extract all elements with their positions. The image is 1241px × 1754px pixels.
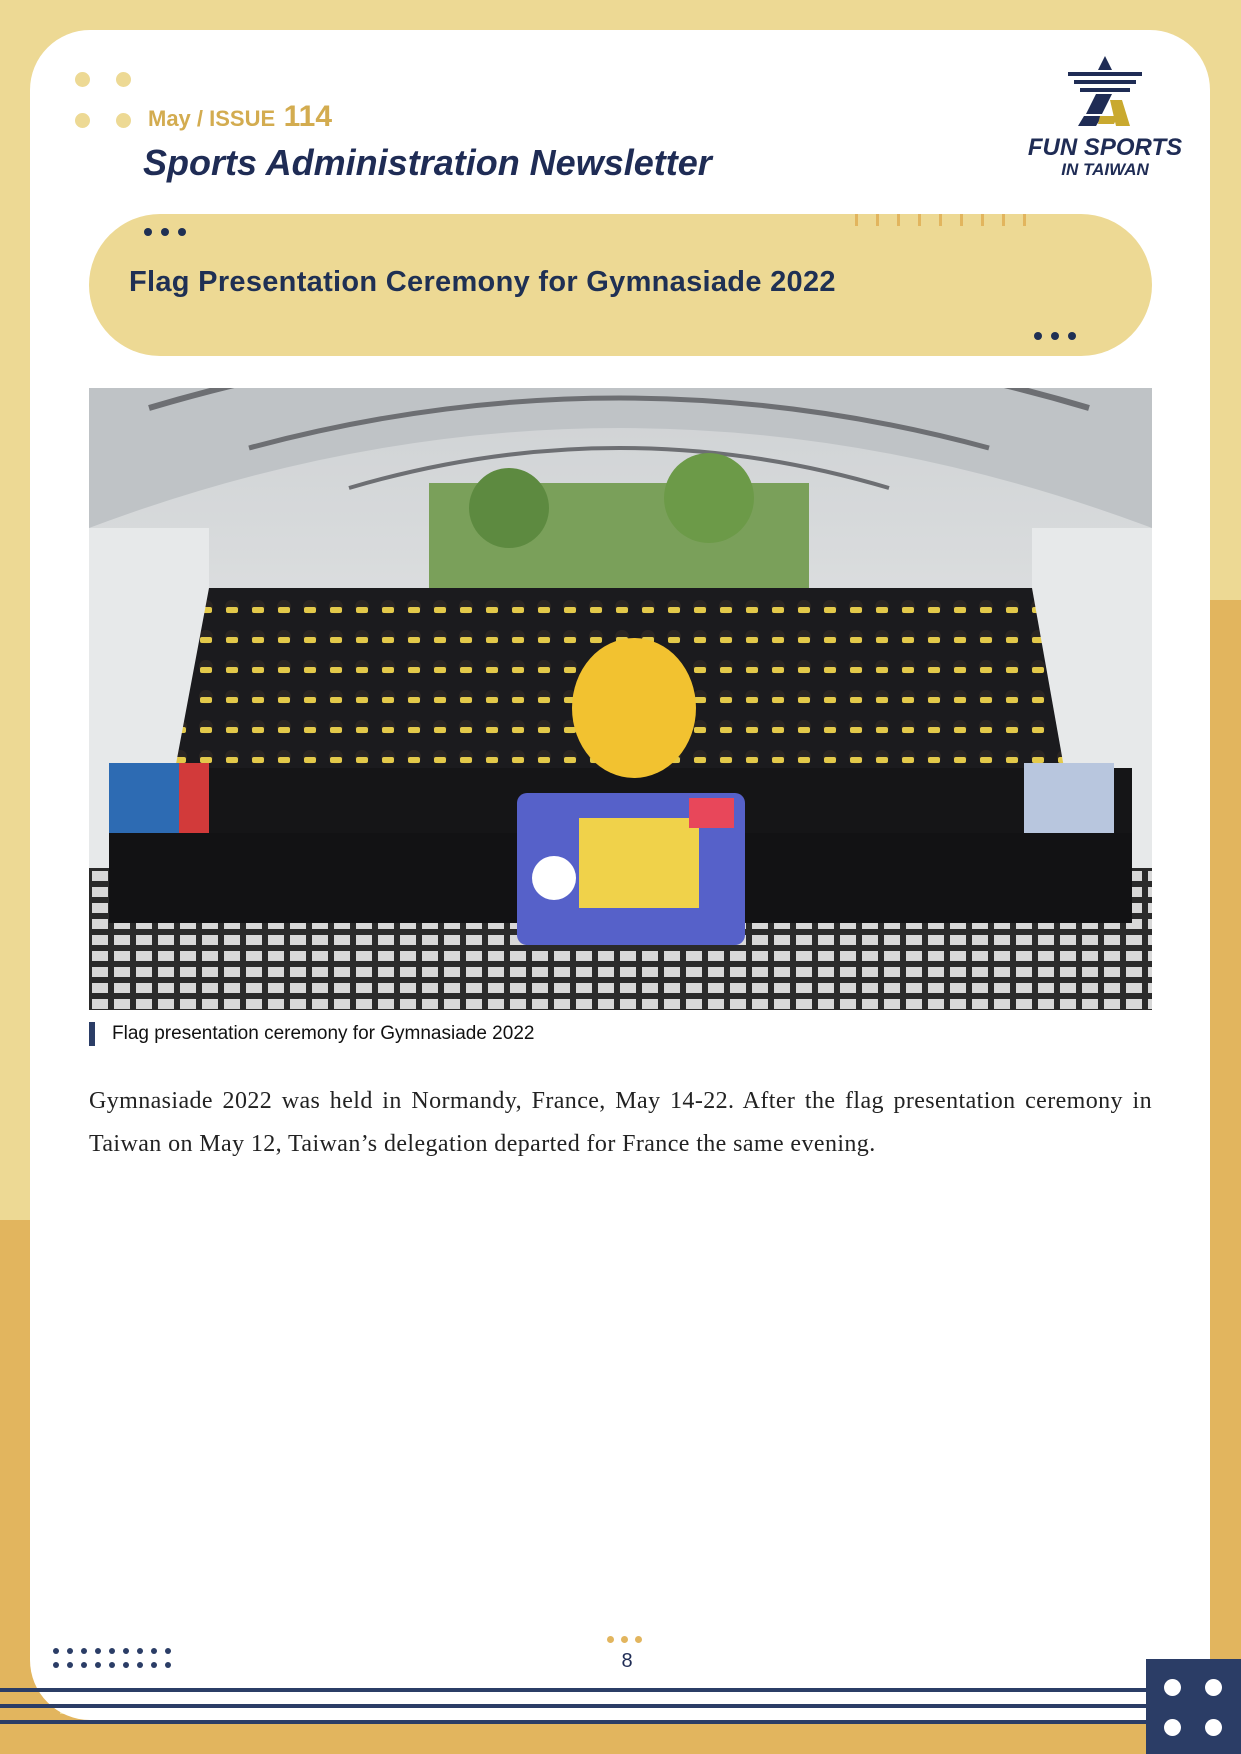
header-dot xyxy=(75,113,90,128)
article-body: Gymnasiade 2022 was held in Normandy, France, May 14-22. After the flag presentation ceremony in Taiwan on May 12, Taiwan’s delegation departed for France the same evening. xyxy=(89,1088,1152,1157)
page-card xyxy=(30,30,1210,1720)
issue-label: May / ISSUE xyxy=(148,106,276,131)
issue-number: 114 xyxy=(283,100,333,133)
header-dot xyxy=(116,72,131,87)
fun-sports-logo xyxy=(1020,56,1190,186)
corner-block xyxy=(1146,1659,1241,1754)
logo-text-line1: FUN SPORTS xyxy=(1027,134,1183,161)
banner-dots-top xyxy=(144,228,186,236)
page-number-dots xyxy=(607,1636,642,1643)
footer-line xyxy=(0,1688,1146,1692)
article-title: Flag Presentation Ceremony for Gymnasiade 2022 xyxy=(129,266,836,298)
header-dot xyxy=(75,72,90,87)
footer-line xyxy=(0,1704,1146,1708)
page-number: 8 xyxy=(621,1650,633,1672)
logo-text-line2: IN TAIWAN xyxy=(1061,160,1149,179)
title-banner xyxy=(89,214,1152,356)
issue-line xyxy=(148,100,332,134)
banner-ticks xyxy=(855,214,1026,226)
newsletter-title: Sports Administration Newsletter xyxy=(143,142,712,183)
ceremony-photo-image xyxy=(89,388,1152,1010)
photo-caption: Flag presentation ceremony for Gymnasiade 2022 xyxy=(89,1022,534,1046)
footer-dot-grid xyxy=(53,1648,171,1668)
footer-line xyxy=(0,1720,1146,1724)
banner-dots-bottom xyxy=(1034,332,1076,340)
star-runner-logo-icon xyxy=(1062,56,1148,134)
header-dot xyxy=(116,113,131,128)
ceremony-photo xyxy=(89,388,1152,1010)
